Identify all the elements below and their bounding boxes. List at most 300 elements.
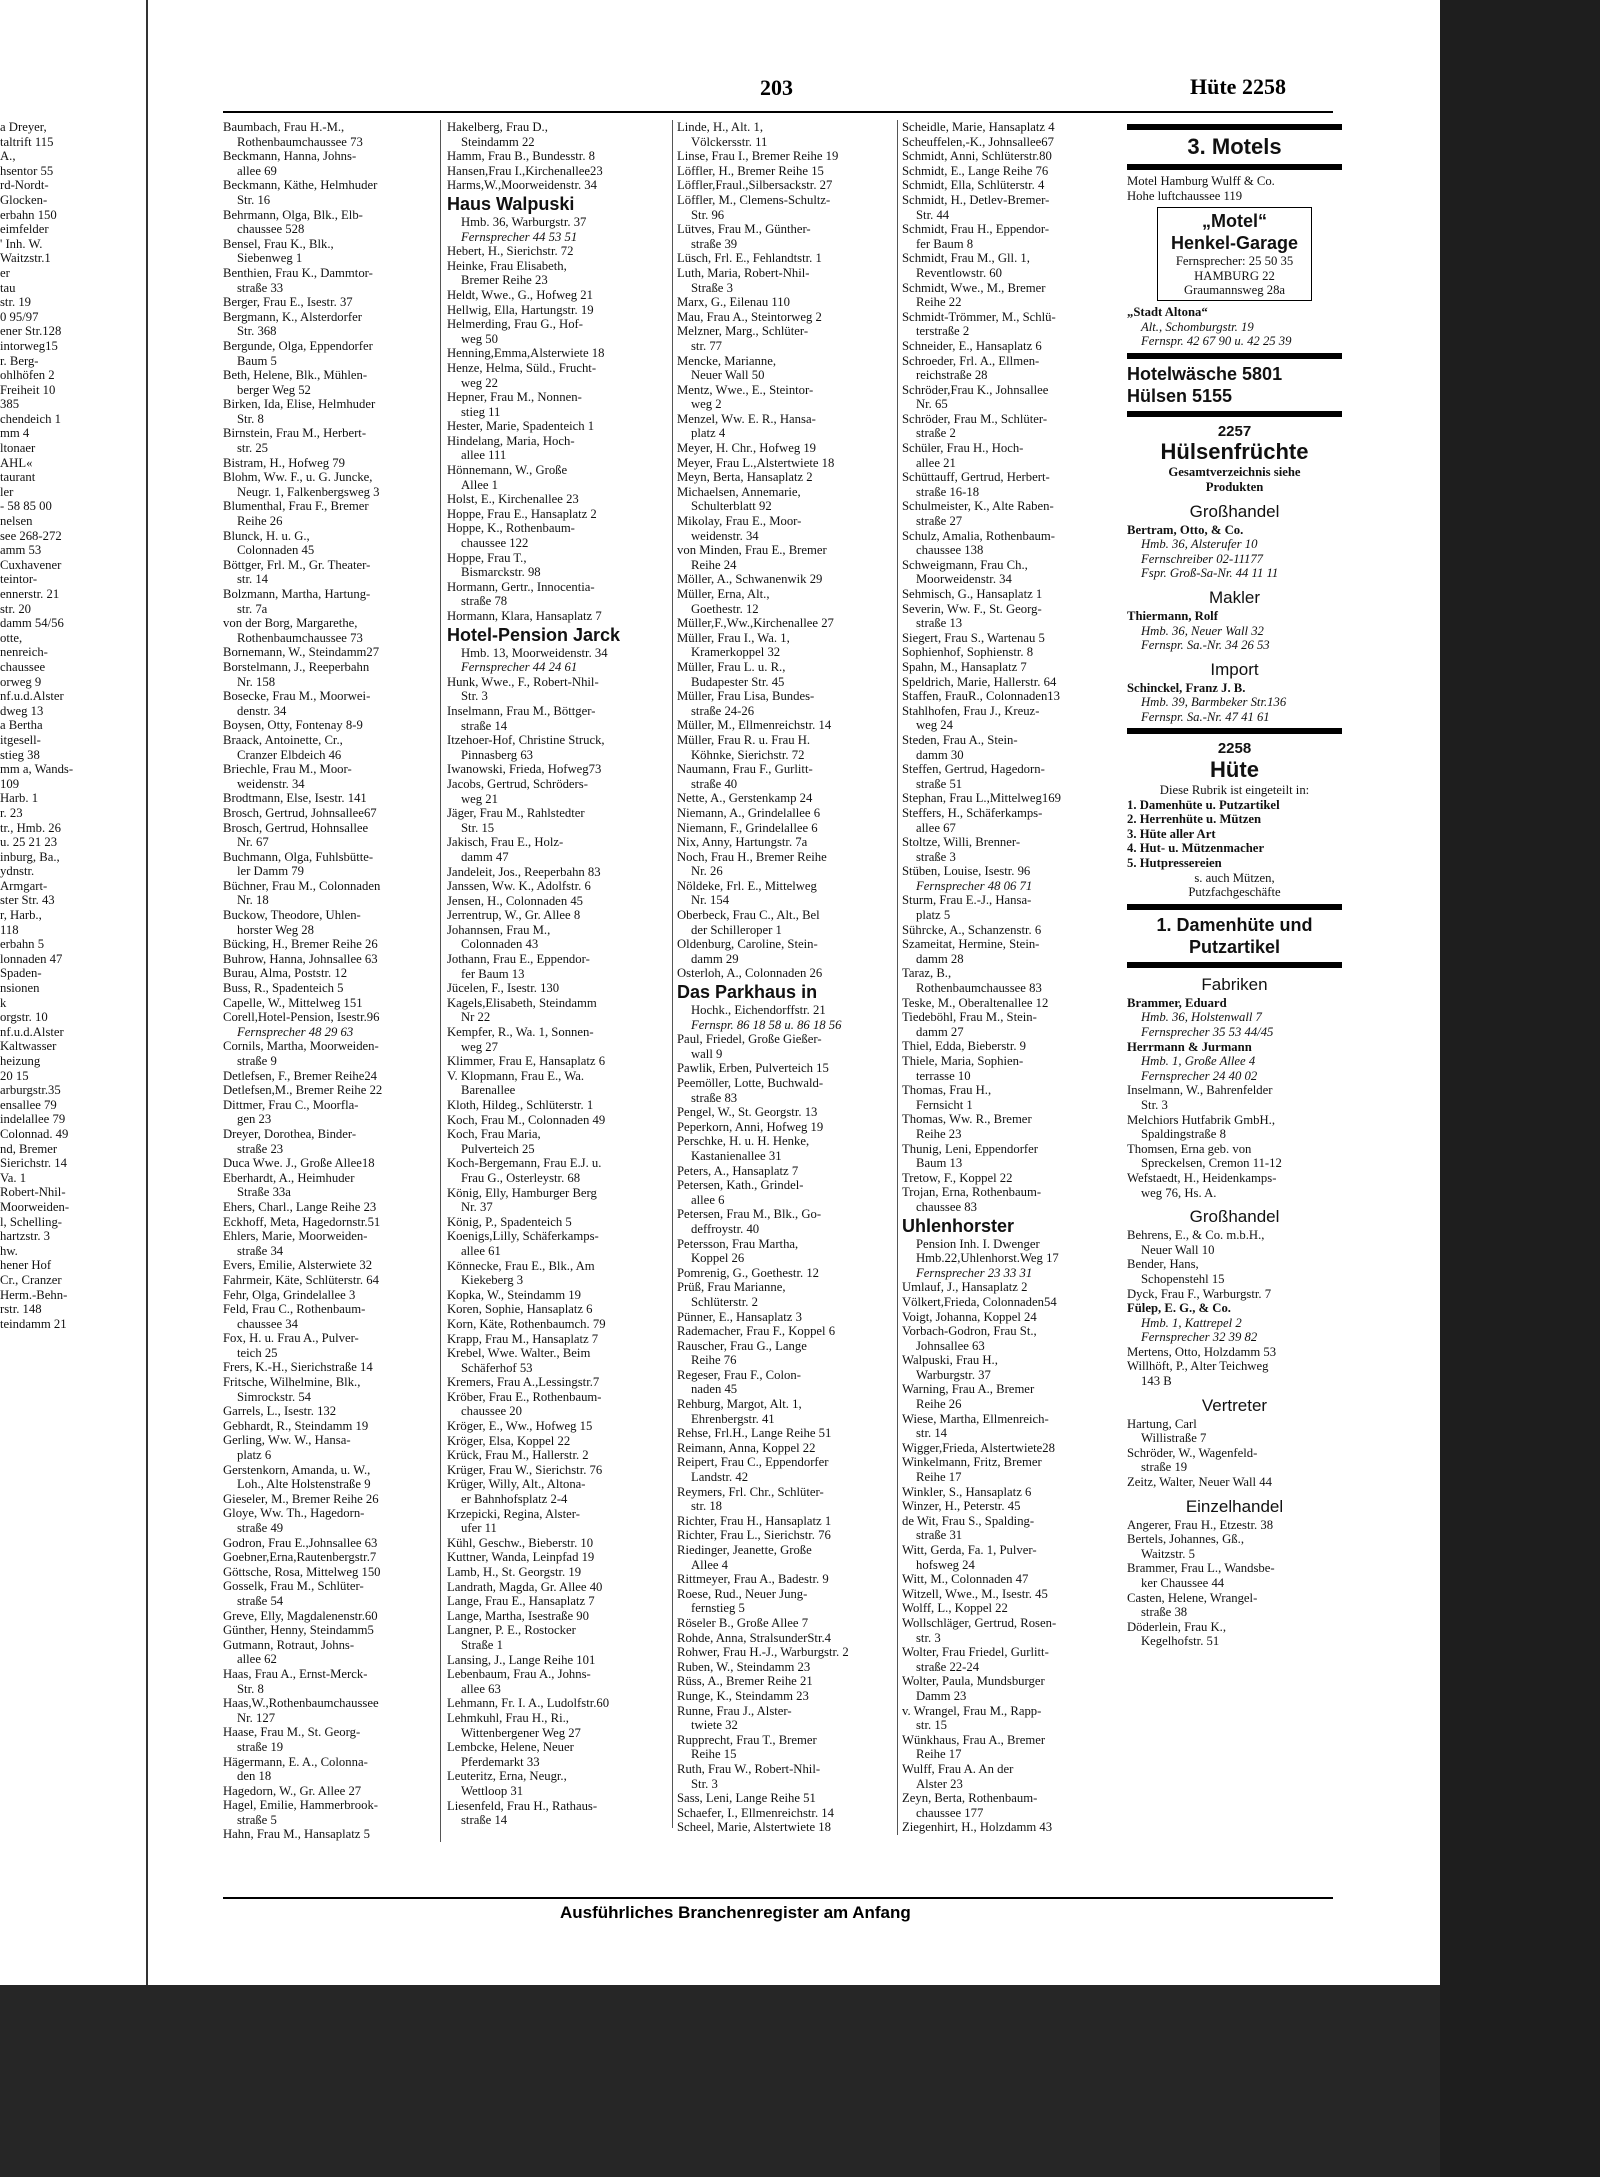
entry-line: Evers, Emilie, Alsterwiete 32 xyxy=(223,1258,373,1273)
entry-line: Detlefsen,M., Bremer Reihe 22 xyxy=(223,1083,383,1098)
entry-line: Schmidt, Frau M., Gll. 1, xyxy=(902,251,1030,266)
entry-line: straße 19 xyxy=(237,1739,284,1754)
entry-line: Hochk., Eichendorffstr. 21 xyxy=(691,1003,826,1018)
entry-line: Petersen, Kath., Grindel- xyxy=(677,1178,804,1193)
entry-line: Birken, Ida, Elise, Helmhuder xyxy=(223,397,376,412)
entry-line: arburgstr.35 xyxy=(0,1083,61,1098)
entry-line: Buckow, Theodore, Uhlen- xyxy=(223,908,361,923)
entry-line: deffroystr. 40 xyxy=(691,1221,760,1236)
entry-line: see 268-272 xyxy=(0,528,62,543)
entry-line: Bosecke, Frau M., Moorwei- xyxy=(223,689,371,704)
entry-line: Produkten xyxy=(1205,479,1264,494)
entry-line: Pawlik, Erben, Pulverteich 15 xyxy=(677,1061,829,1076)
entry-line: Pünner, E., Hansaplatz 3 xyxy=(677,1309,802,1324)
entry-line: Allee 4 xyxy=(691,1557,728,1572)
entry-line: hartzstr. 3 xyxy=(0,1229,51,1244)
entry-line: Kopka, W., Steindamm 19 xyxy=(447,1287,581,1302)
entry-line: Fehr, Olga, Grindelallee 3 xyxy=(223,1287,356,1302)
entry-line: nsionen xyxy=(0,981,40,996)
entry-line: Reihe 76 xyxy=(691,1353,737,1368)
entry-line: Rothenbaumchaussee 73 xyxy=(237,134,363,149)
entry-line: s. auch Mützen, xyxy=(1194,870,1275,885)
entry-line: l, Schelling- xyxy=(0,1214,63,1229)
entry-line: lonnaden 47 xyxy=(0,951,63,966)
entry-line: Zeitz, Walter, Neuer Wall 44 xyxy=(1127,1475,1272,1490)
entry-line: Bismarckstr. 98 xyxy=(461,565,541,580)
entry-line: Schneider, E., Hansaplatz 6 xyxy=(902,338,1042,353)
entry-line: Fox, H. u. Frau A., Pulver- xyxy=(223,1331,359,1346)
entry-line: ster Str. 43 xyxy=(0,893,55,908)
entry-line: Hamm, Frau B., Bundesstr. 8 xyxy=(447,149,596,164)
entry-line: Schweigmann, Frau Ch., xyxy=(902,557,1028,572)
entry-line: Janssen, Ww. K., Adolfstr. 6 xyxy=(447,879,591,894)
entry-line: Runge, K., Steindamm 23 xyxy=(677,1688,809,1703)
entry-line: Staffen, FrauR., Colonnaden13 xyxy=(902,689,1060,704)
entry-line: Bücking, H., Bremer Reihe 26 xyxy=(223,937,378,952)
entry-line: Rohwer, Frau H.-J., Warburgstr. 2 xyxy=(677,1645,849,1660)
entry-line: Johannsen, Frau M., xyxy=(447,922,551,937)
schinckel-name: Schinckel, Franz J. B. xyxy=(1127,680,1246,695)
entry-line: Wulff, Frau A. An der xyxy=(902,1761,1014,1776)
entry-line: Hansen,Frau I.,Kirchenallee23 xyxy=(447,163,603,178)
entry-line: hofsweg 24 xyxy=(916,1557,975,1572)
entry-line: Thiele, Maria, Sophien- xyxy=(902,1054,1024,1068)
entry-line: Göttsche, Rosa, Mittelweg 150 xyxy=(223,1564,381,1579)
entry-line: Gerling, Ww. W., Hansa- xyxy=(223,1433,351,1448)
entry-line: Schmidt, Anni, Schlüterstr.80 xyxy=(902,149,1052,164)
entry-line: heizung xyxy=(0,1054,41,1068)
entry-line: Spreckelsen, Cremon 11-12 xyxy=(1141,1156,1282,1171)
entry-line: nf.u.d.Alster xyxy=(0,1024,64,1039)
entry-line: Kröber, Frau E., Rothenbaum- xyxy=(447,1389,602,1404)
entry-line: Gieseler, M., Bremer Reihe 26 xyxy=(223,1491,379,1506)
entry-line: Neuer Wall 10 xyxy=(1141,1242,1215,1257)
entry-line: Iwanowski, Frieda, Hofweg73 xyxy=(447,762,602,777)
entry-line: straße 39 xyxy=(691,236,738,251)
entry-line: Bremer Reihe 23 xyxy=(461,273,548,288)
entry-line: damm 28 xyxy=(916,951,964,966)
entry-line: weidenstr. 34 xyxy=(691,528,759,543)
entry-line: AHL« xyxy=(0,455,33,470)
section-bar xyxy=(1127,962,1342,968)
motel-ad-subtitle: Henkel-Garage xyxy=(1170,233,1299,254)
entry-line: Prüß, Frau Marianne, xyxy=(677,1280,786,1295)
entry-line: straße 9 xyxy=(237,1054,277,1068)
entry-line: Hepner, Frau M., Nonnen- xyxy=(447,390,582,405)
entry-line: Harb. 1 xyxy=(0,791,39,806)
entry-line: Haas, Frau A., Ernst-Merck- xyxy=(223,1666,368,1681)
entry-line: Thomas, Frau H., xyxy=(902,1083,992,1098)
entry-line: straße 14 xyxy=(461,1813,508,1828)
entry-line: Str. 16 xyxy=(237,192,271,207)
entry-line: Kremers, Frau A.,Lessingstr.7 xyxy=(447,1375,600,1390)
entry-line: Alt., Schomburgstr. 19 xyxy=(1141,319,1254,334)
entry-line: Nette, A., Gerstenkamp 24 xyxy=(677,791,813,806)
entry-line: Haus Walpuski xyxy=(447,193,575,214)
motel-hamburg-entry xyxy=(1127,174,1342,203)
entry-line: Willhöft, P., Alter Teichweg xyxy=(1127,1359,1269,1374)
entry-line: Nr 22 xyxy=(461,1010,491,1025)
entry-line: Str. 15 xyxy=(461,820,495,835)
entry-line: Fernsprecher 44 24 61 xyxy=(461,660,578,675)
entry-line: Luth, Maria, Robert-Nhil- xyxy=(677,265,810,280)
entry-line: Kramerkoppel 32 xyxy=(691,645,781,660)
section-header: Hüte 2258 xyxy=(1190,74,1286,99)
entry-line: Fernsprecher 48 06 71 xyxy=(916,878,1033,893)
entry-line: Hmb. 13, Moorweidenstr. 34 xyxy=(461,645,608,660)
entry-line: Thomas, Ww. R., Bremer xyxy=(902,1112,1032,1127)
entry-line: Naumann, Frau F., Gurlitt- xyxy=(677,762,813,777)
entry-line: 109 xyxy=(0,776,20,791)
entry-line: allee 111 xyxy=(461,448,507,463)
entry-line: Putzartikel xyxy=(1188,936,1281,957)
entry-line: a Bertha xyxy=(0,718,43,733)
entry-line: Reihe 17 xyxy=(916,1470,962,1485)
entry-line: Fernsprecher 23 33 31 xyxy=(916,1265,1033,1280)
entry-line: Kloth, Hildeg., Schlüterstr. 1 xyxy=(447,1098,594,1112)
entry-line: Beckmann, Käthe, Helmhuder xyxy=(223,178,378,193)
listing-column-3 xyxy=(672,120,898,1835)
entry-line: Briechle, Frau M., Moor- xyxy=(223,762,352,777)
thiermann-name: Thiermann, Rolf xyxy=(1127,608,1218,623)
entry-line: terrasse 10 xyxy=(916,1068,971,1083)
entry-line: Lebenbaum, Frau A., Johns- xyxy=(447,1667,591,1682)
entry-line: Reihe 22 xyxy=(916,295,962,310)
entry-line: 0 95/97 xyxy=(0,309,39,324)
entry-line: Heldt, Wwe., G., Hofweg 21 xyxy=(447,287,593,302)
entry-line: fer Baum 13 xyxy=(461,966,525,981)
entry-line: Müller, M., Ellmenreichstr. 14 xyxy=(677,718,832,733)
entry-line: Reihe 17 xyxy=(916,1747,962,1762)
entry-line: Szameitat, Hermine, Stein- xyxy=(902,937,1040,952)
entry-line: Sierichstr. 14 xyxy=(0,1156,67,1171)
entry-line: Hohe luftchaussee 119 xyxy=(1127,188,1243,203)
entry-line: str. 14 xyxy=(237,572,269,587)
entry-line: Braack, Antoinette, Cr., xyxy=(223,732,343,747)
entry-line: Buchmann, Olga, Fuhlsbütte- xyxy=(223,849,374,864)
entry-line: ' Inh. W. xyxy=(0,236,43,251)
entry-line: Hormann, Klara, Hansaplatz 7 xyxy=(447,609,602,623)
vertreter-listings xyxy=(1127,1417,1342,1490)
entry-line: Behrmann, Olga, Blk., Elb- xyxy=(223,207,363,222)
entry-line: Colonnaden 43 xyxy=(461,937,539,952)
entry-line: Lehmkuhl, Frau H., Ri., xyxy=(447,1710,569,1725)
entry-line: Koenigs,Lilly, Schäferkamps- xyxy=(447,1229,599,1244)
entry-line: Niemann, A., Grindelallee 6 xyxy=(677,805,821,820)
entry-line: Wigger,Frieda, Alstertwiete28 xyxy=(902,1440,1055,1455)
entry-line: Hmb. 1, Kattrepel 2 xyxy=(1141,1315,1242,1330)
entry-line: Colonnaden 45 xyxy=(237,543,315,558)
footer-note: Ausführliches Branchenregister am Anfang xyxy=(560,1903,911,1922)
entry-line: orweg 9 xyxy=(0,674,42,689)
entry-line: taurant xyxy=(0,470,36,485)
entry-line: Nr. 37 xyxy=(461,1200,493,1215)
entry-line: Rittmeyer, Frau A., Badestr. 9 xyxy=(677,1572,829,1587)
entry-line: Paul, Friedel, Große Gießer- xyxy=(677,1032,822,1047)
entry-line: Borstelmann, J., Reeperbahn xyxy=(223,659,370,674)
entry-line: Henze, Helma, Süld., Frucht- xyxy=(447,360,597,375)
entry-line: Stüben, Louise, Isestr. 96 xyxy=(902,864,1031,879)
entry-line: intorweg15 xyxy=(0,338,58,353)
entry-line: Fahrmeir, Käte, Schlüterstr. 64 xyxy=(223,1272,379,1287)
entry-line: - 58 85 00 xyxy=(0,499,52,514)
entry-line: Petersen, Frau M., Blk., Go- xyxy=(677,1207,822,1222)
entry-line: Stoltze, Willi, Brenner- xyxy=(902,835,1021,850)
entry-line: ohlhöfen 2 xyxy=(0,368,55,383)
entry-line: Baumbach, Frau H.-M., xyxy=(223,120,345,134)
entry-line: Benthien, Frau K., Dammtor- xyxy=(223,265,373,280)
entry-line: Robert-Nhil- xyxy=(0,1185,66,1200)
entry-line: Brosch, Gertrud, Hohnsallee xyxy=(223,820,369,835)
entry-line: damm 30 xyxy=(916,747,964,762)
entry-line: Nr. 127 xyxy=(237,1710,276,1725)
entry-line: Linse, Frau I., Bremer Reihe 19 xyxy=(677,149,839,164)
entry-line: allee 62 xyxy=(237,1652,277,1667)
entry-line: Mentz, Wwe., E., Steintor- xyxy=(677,382,814,397)
entry-line: Brammer, Frau L., Wandsbe- xyxy=(1127,1561,1275,1576)
entry-line: Ehrenbergstr. 41 xyxy=(691,1411,775,1426)
entry-line: Steffers, H., Schäferkamps- xyxy=(902,805,1043,820)
stadt-altona-address xyxy=(1127,320,1342,349)
motel-ad-title: „Motel“ xyxy=(1202,211,1267,232)
entry-line: allee 6 xyxy=(691,1192,725,1207)
binding-rule xyxy=(146,0,148,1985)
section-bar xyxy=(1127,411,1342,417)
entry-line: Fernspr. 42 67 90 u. 42 25 39 xyxy=(1141,334,1292,349)
entry-line: Johnsallee 63 xyxy=(916,1338,985,1353)
entry-line: Hmb. 36, Alsterufer 10 xyxy=(1141,537,1258,552)
entry-line: Straße 3 xyxy=(691,280,733,295)
brammer-name: Brammer, Eduard xyxy=(1127,995,1227,1010)
entry-line: Marx, G., Eilenau 110 xyxy=(677,295,790,310)
entry-line: Stahlhofen, Frau J., Kreuz- xyxy=(902,703,1040,718)
see-also-note xyxy=(1127,465,1342,494)
entry-line: Uhlenhorster xyxy=(902,1215,1015,1236)
huelsen-ref: Hülsen 5155 xyxy=(1127,385,1233,406)
entry-line: terstraße 2 xyxy=(916,324,970,339)
entry-line: Reihe 15 xyxy=(691,1747,737,1762)
entry-line: platz 4 xyxy=(691,426,726,441)
entry-line: weg 2 xyxy=(691,397,722,412)
listing-column-4 xyxy=(897,120,1122,1835)
entry-line: Loh., Alte Holstenstraße 9 xyxy=(237,1477,371,1492)
entry-line: Koch, Frau Maria, xyxy=(447,1127,541,1142)
entry-line: Müller, Frau Lisa, Bundes- xyxy=(677,689,815,704)
entry-line: Inselmann, W., Bahrenfelder xyxy=(1127,1083,1273,1098)
entry-line: Müller, Frau R. u. Frau H. xyxy=(677,732,811,747)
entry-line: Str. 368 xyxy=(237,324,277,339)
scan-edge xyxy=(1440,0,1600,2177)
entry-line: Klimmer, Frau E, Hansaplatz 6 xyxy=(447,1054,606,1069)
entry-line: Schmidt-Trömmer, M., Schlü- xyxy=(902,309,1056,324)
entry-line: Buhrow, Hanna, Johnsallee 63 xyxy=(223,951,378,966)
entry-line: Hunk, Wwe., F., Robert-Nhil- xyxy=(447,674,599,689)
entry-line: straße 13 xyxy=(916,616,963,631)
entry-line: Witt, Gerda, Fa. 1, Pulver- xyxy=(902,1543,1037,1557)
entry-line: horster Weg 28 xyxy=(237,922,314,937)
entry-line: Schulmeister, K., Alte Raben- xyxy=(902,499,1054,514)
entry-line: straße 27 xyxy=(916,514,963,529)
entry-line: Schmidt, Wwe., M., Bremer xyxy=(902,280,1046,295)
entry-line: V. Klopmann, Frau E., Wa. xyxy=(447,1068,585,1083)
entry-line: Tiedeböhl, Frau M., Stein- xyxy=(902,1010,1037,1025)
entry-line: weg 27 xyxy=(461,1039,498,1054)
entry-line: Nr. 154 xyxy=(691,893,730,908)
entry-line: r. Berg- xyxy=(0,353,39,368)
entry-line: Thomsen, Erna geb. von xyxy=(1127,1141,1252,1156)
entry-line: mm 4 xyxy=(0,426,30,441)
entry-line: Neugr. 1, Falkenbergsweg 3 xyxy=(237,484,380,499)
entry-line: Schmidt, E., Lange Reihe 76 xyxy=(902,163,1049,178)
entry-line: str. 15 xyxy=(916,1718,948,1733)
entry-line: Reimann, Anna, Koppel 22 xyxy=(677,1440,816,1455)
entry-line: Thiel, Edda, Bieberstr. 9 xyxy=(902,1039,1027,1054)
entry-line: Rothenbaumchaussee 83 xyxy=(916,981,1042,996)
entry-line: Perschke, H. u. H. Henke, xyxy=(677,1134,810,1149)
entry-line: Str. 8 xyxy=(237,411,264,426)
entry-line: Langner, P. E., Rostocker xyxy=(447,1623,576,1638)
category-number-2258: 2258 xyxy=(1217,740,1252,758)
entry-line: Peemöller, Lotte, Buchwald- xyxy=(677,1076,824,1090)
entry-line: er xyxy=(0,265,10,280)
entry-line: Corell,Hotel-Pension, Isestr.96 xyxy=(223,1010,380,1025)
entry-line: straße 78 xyxy=(461,594,508,609)
entry-line: Cranzer Elbdeich 46 xyxy=(237,747,342,762)
entry-line: Fernsprecher 35 53 44/45 xyxy=(1141,1025,1274,1039)
entry-line: 20 15 xyxy=(0,1068,29,1083)
entry-line: Steden, Frau A., Stein- xyxy=(902,732,1018,747)
entry-line: Warning, Frau A., Bremer xyxy=(902,1382,1035,1397)
entry-line: Menzel, Ww. E. R., Hansa- xyxy=(677,411,816,426)
entry-line: chaussee 528 xyxy=(237,222,305,237)
entry-line: Jensen, H., Colonnaden 45 xyxy=(447,893,584,908)
thiermann-address xyxy=(1127,624,1342,653)
entry-line: Lembcke, Helene, Neuer xyxy=(447,1740,574,1755)
entry-line: Rehburg, Margot, Alt. 1, xyxy=(677,1397,802,1412)
entry-line: Ziegenhirt, H., Holzdamm 43 xyxy=(902,1820,1053,1835)
entry-line: str. 77 xyxy=(691,338,723,353)
entry-line: Rauscher, Frau G., Lange xyxy=(677,1338,807,1353)
entry-line: Heinke, Frau Elisabeth, xyxy=(447,258,567,273)
motels-heading: 3. Motels xyxy=(1187,134,1282,159)
entry-line: Schaefer, I., Ellmenreichstr. 14 xyxy=(677,1805,834,1820)
entry-line: ennerstr. 21 xyxy=(0,587,60,601)
entry-line: amm 53 xyxy=(0,543,42,558)
page-number: 203 xyxy=(760,75,793,100)
entry-line: Gutmann, Rotraut, Johns- xyxy=(223,1637,355,1652)
grosshandel-listings xyxy=(1127,1228,1342,1301)
entry-line: Melchiors Hutfabrik GmbH., xyxy=(1127,1112,1275,1127)
entry-line: indelallee 79 xyxy=(0,1112,66,1127)
entry-line: Hartung, Carl xyxy=(1127,1416,1197,1431)
entry-line: Cr., Cranzer xyxy=(0,1272,62,1287)
entry-line: Pomrenig, G., Goethestr. 12 xyxy=(677,1265,820,1280)
entry-line: Schlüterstr. 2 xyxy=(691,1294,758,1309)
entry-line: erbahn 5 xyxy=(0,937,45,952)
entry-line: otte, xyxy=(0,630,23,645)
entry-line: straße 54 xyxy=(237,1593,284,1608)
entry-line: Dreyer, Dorothea, Binder- xyxy=(223,1126,357,1141)
entry-line: Graumannsweg 28a xyxy=(1183,283,1286,298)
entry-line: Völkert,Frieda, Colonnaden54 xyxy=(902,1294,1057,1309)
einzelhandel-heading: Einzelhandel xyxy=(1185,1496,1284,1516)
entry-line: Beth, Helene, Blk., Mühlen- xyxy=(223,368,368,383)
entry-line: 385 xyxy=(0,397,20,412)
entry-line: Schulz, Amalia, Rothenbaum- xyxy=(902,528,1055,543)
fabriken-listings xyxy=(1127,1083,1342,1200)
hotelwaesche-ref: Hotelwäsche 5801 xyxy=(1127,363,1283,384)
entry-line: erbahn 150 xyxy=(0,207,57,222)
entry-line: k xyxy=(0,995,7,1010)
entry-line: Str. 8 xyxy=(237,1681,264,1696)
entry-line: Feld, Frau C., Rothenbaum- xyxy=(223,1302,366,1317)
entry-line: Tretow, F., Koppel 22 xyxy=(902,1170,1013,1185)
makler-heading: Makler xyxy=(1208,587,1260,607)
schinckel-address xyxy=(1127,695,1342,724)
grosshandel-heading: Großhandel xyxy=(1189,1207,1280,1227)
entry-line: Behrens, E., & Co. m.b.H., xyxy=(1127,1228,1265,1243)
entry-line: weg 21 xyxy=(461,791,498,806)
entry-line: Witzell, Wwe., M., Isestr. 45 xyxy=(902,1586,1048,1601)
entry-line: Mau, Frau A., Steintorweg 2 xyxy=(677,309,822,324)
entry-line: Gosselk, Frau M., Schlüter- xyxy=(223,1579,364,1594)
huelsenfruechte-heading: Hülsenfrüchte xyxy=(1160,439,1309,465)
entry-line: platz 5 xyxy=(916,908,951,923)
entry-line: Gesamtverzeichnis siehe xyxy=(1168,465,1301,480)
entry-line: Hebert, H., Sierichstr. 72 xyxy=(447,244,574,259)
entry-line: Alster 23 xyxy=(916,1776,963,1791)
entry-line: Straße 33a xyxy=(237,1185,291,1200)
entry-line: Müller, Frau L. u. R., xyxy=(677,659,786,674)
entry-line: Barenallee xyxy=(461,1083,516,1098)
entry-line: Krapp, Frau M., Hansaplatz 7 xyxy=(447,1331,599,1346)
entry-line: nenreich- xyxy=(0,645,48,660)
entry-line: eimfelder xyxy=(0,222,49,237)
entry-line: Buss, R., Spadenteich 5 xyxy=(223,981,344,996)
entry-line: Reihe 26 xyxy=(237,514,283,529)
entry-line: Goebner,Erna,Rautenbergstr.7 xyxy=(223,1550,377,1565)
entry-line: teintor- xyxy=(0,572,38,587)
entry-line: Wolff, L., Koppel 22 xyxy=(902,1601,1008,1616)
entry-line: damm 27 xyxy=(916,1024,964,1039)
entry-line: Kegelhofstr. 51 xyxy=(1141,1634,1220,1649)
entry-line: Fernsprecher: 25 50 35 xyxy=(1175,254,1294,269)
entry-line: Wolter, Frau Friedel, Gurlitt- xyxy=(902,1645,1049,1660)
entry-line: Mertens, Otto, Holzdamm 53 xyxy=(1127,1344,1277,1359)
entry-line: Runne, Frau J., Alster- xyxy=(677,1703,792,1718)
entry-line: Spaldingstraße 8 xyxy=(1141,1127,1226,1142)
entry-line: Herm.-Behn- xyxy=(0,1287,68,1302)
entry-line: straße 3 xyxy=(916,849,956,864)
entry-line: v. Wrangel, Frau M., Rapp- xyxy=(902,1703,1042,1718)
entry-line: Noch, Frau H., Bremer Reihe xyxy=(677,849,827,864)
entry-line: allee 67 xyxy=(916,820,956,835)
entry-line: Jücelen, F., Isestr. 130 xyxy=(447,981,560,996)
entry-line: 1. Damenhüte u. Putzartikel xyxy=(1127,797,1280,812)
entry-line: damm 47 xyxy=(461,849,509,864)
entry-line: hener Hof xyxy=(0,1258,52,1273)
entry-line: Winkelmann, Fritz, Bremer xyxy=(902,1455,1042,1470)
entry-line: straße 51 xyxy=(916,776,963,791)
entry-line: straße 16-18 xyxy=(916,484,980,499)
entry-line: Lange, Frau E., Hansaplatz 7 xyxy=(447,1594,595,1609)
entry-line: Fernspr. Sa.-Nr. 34 26 53 xyxy=(1141,638,1270,653)
bertram-address xyxy=(1127,537,1342,581)
entry-line: Ruben, W., Steindamm 23 xyxy=(677,1659,811,1674)
entry-line: straße 23 xyxy=(237,1141,284,1156)
entry-line: u. 25 21 23 xyxy=(0,835,58,850)
entry-line: Cornils, Martha, Moorweiden- xyxy=(223,1039,379,1054)
